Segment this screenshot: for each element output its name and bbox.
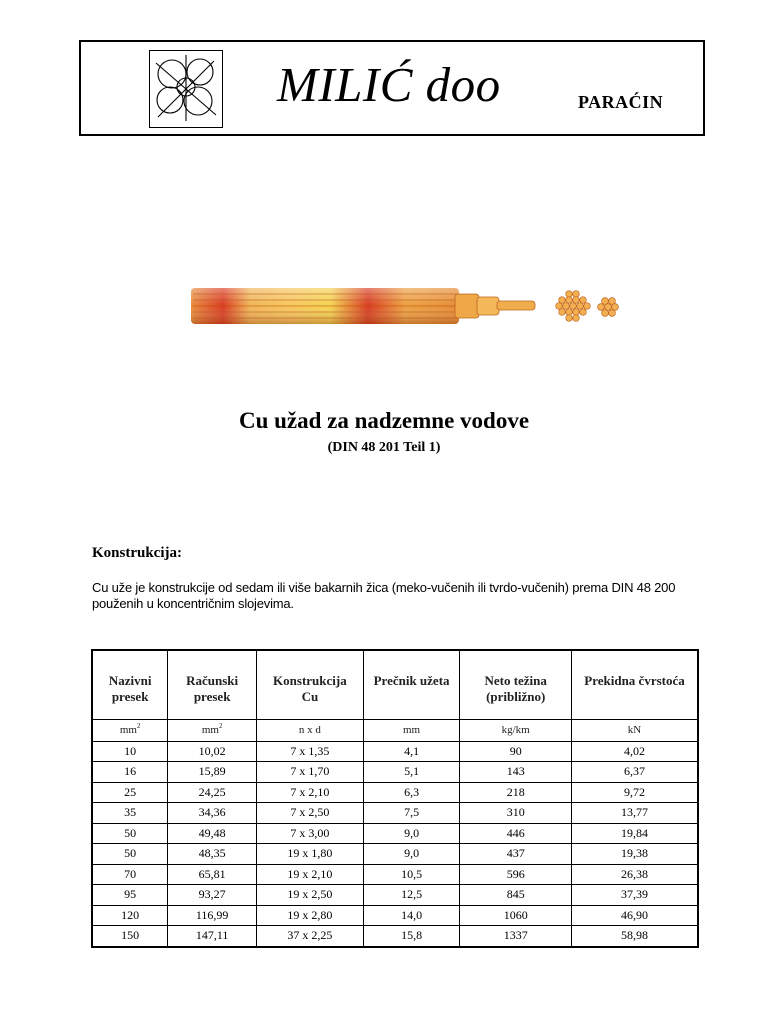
table-cell: 14,0 <box>363 905 460 926</box>
table-cell: 6,3 <box>363 782 460 803</box>
table-row <box>92 823 698 844</box>
unit-cell: kN <box>572 719 699 741</box>
table-cell: 10,02 <box>168 741 257 762</box>
table-cell: 19,84 <box>572 823 699 844</box>
table-cell: 50 <box>92 823 168 844</box>
table-row <box>92 803 698 824</box>
table-cell: 4,1 <box>363 741 460 762</box>
table-cell: 25 <box>92 782 168 803</box>
table-cell: 7 x 1,70 <box>257 762 364 783</box>
column-header: Konstrukcija Cu <box>257 650 364 719</box>
specification-table <box>91 649 699 948</box>
table-cell: 37,39 <box>572 885 699 906</box>
table-cell: 50 <box>92 844 168 865</box>
table-cell: 5,1 <box>363 762 460 783</box>
table-cell: 13,77 <box>572 803 699 824</box>
table-cell: 1060 <box>460 905 572 926</box>
table-cell: 95 <box>92 885 168 906</box>
table-cell: 9,72 <box>572 782 699 803</box>
table-cell: 58,98 <box>572 926 699 947</box>
table-units-row <box>92 719 698 741</box>
table-row <box>92 844 698 865</box>
table-cell: 34,36 <box>168 803 257 824</box>
column-header: Prekidna čvrstoća <box>572 650 699 719</box>
table-cell: 1337 <box>460 926 572 947</box>
table-cell: 37 x 2,25 <box>257 926 364 947</box>
table-cell: 116,99 <box>168 905 257 926</box>
letterhead <box>79 40 705 136</box>
table-cell: 446 <box>460 823 572 844</box>
table-cell: 143 <box>460 762 572 783</box>
table-cell: 9,0 <box>363 823 460 844</box>
table-cell: 7 x 3,00 <box>257 823 364 844</box>
table-cell: 6,37 <box>572 762 699 783</box>
document-title: Cu užad za nadzemne vodove <box>238 408 530 433</box>
table-cell: 15,8 <box>363 926 460 947</box>
table-cell: 46,90 <box>572 905 699 926</box>
unit-cell: n x d <box>257 719 364 741</box>
company-name: MILIĆ doo <box>277 57 501 112</box>
section-heading: Konstrukcija: <box>92 545 182 561</box>
section-paragraph: Cu uže je konstrukcije od sedam ili više bakarnih žica (meko-vučenih ili tvrdo-vučenih) prema DIN 48 200 použenih u koncentričnim slojevima. <box>92 580 676 611</box>
table-cell: 218 <box>460 782 572 803</box>
table-row <box>92 926 698 947</box>
table-cell: 437 <box>460 844 572 865</box>
unit-cell: $mm^2$ <box>168 719 257 741</box>
table-cell: 19,38 <box>572 844 699 865</box>
column-header: Neto težina (približno) <box>460 650 572 719</box>
table-cell: 15,89 <box>168 762 257 783</box>
table-cell: 19 x 2,10 <box>257 864 364 885</box>
table-row <box>92 762 698 783</box>
column-header: Prečnik užeta <box>363 650 460 719</box>
table-cell: 65,81 <box>168 864 257 885</box>
table-cell: 596 <box>460 864 572 885</box>
table-cell: 26,38 <box>572 864 699 885</box>
table-row <box>92 782 698 803</box>
table-cell: 7 x 2,10 <box>257 782 364 803</box>
document-subtitle: (DIN 48 201 Teil 1) <box>327 440 441 455</box>
table-cell: 310 <box>460 803 572 824</box>
table-cell: 10 <box>92 741 168 762</box>
table-header-row <box>92 650 698 719</box>
column-header: Nazivni presek <box>92 650 168 719</box>
table-row <box>92 741 698 762</box>
company-city: PARAĆIN <box>578 92 664 112</box>
table-cell: 7 x 2,50 <box>257 803 364 824</box>
table-cell: 24,25 <box>168 782 257 803</box>
table-cell: 7,5 <box>363 803 460 824</box>
table-cell: 90 <box>460 741 572 762</box>
table-cell: 70 <box>92 864 168 885</box>
copper-cable-icon <box>189 280 629 337</box>
unit-cell: mm <box>363 719 460 741</box>
table-cell: 120 <box>92 905 168 926</box>
table-cell: 93,27 <box>168 885 257 906</box>
table-cell: 19 x 2,80 <box>257 905 364 926</box>
table-row <box>92 864 698 885</box>
table-cell: 12,5 <box>363 885 460 906</box>
table-cell: 7 x 1,35 <box>257 741 364 762</box>
table-cell: 10,5 <box>363 864 460 885</box>
table-row <box>92 885 698 906</box>
table-cell: 19 x 1,80 <box>257 844 364 865</box>
column-header: Računski presek <box>168 650 257 719</box>
table-cell: 9,0 <box>363 844 460 865</box>
table-cell: 150 <box>92 926 168 947</box>
table-row <box>92 905 698 926</box>
table-cell: 48,35 <box>168 844 257 865</box>
table-cell: 4,02 <box>572 741 699 762</box>
table-cell: 16 <box>92 762 168 783</box>
table-cell: 49,48 <box>168 823 257 844</box>
unit-cell: $mm^2$ <box>92 719 168 741</box>
unit-cell: kg/km <box>460 719 572 741</box>
table-cell: 35 <box>92 803 168 824</box>
cable-strands-logo-icon <box>149 50 223 128</box>
table-cell: 845 <box>460 885 572 906</box>
table-cell: 147,11 <box>168 926 257 947</box>
table-cell: 19 x 2,50 <box>257 885 364 906</box>
